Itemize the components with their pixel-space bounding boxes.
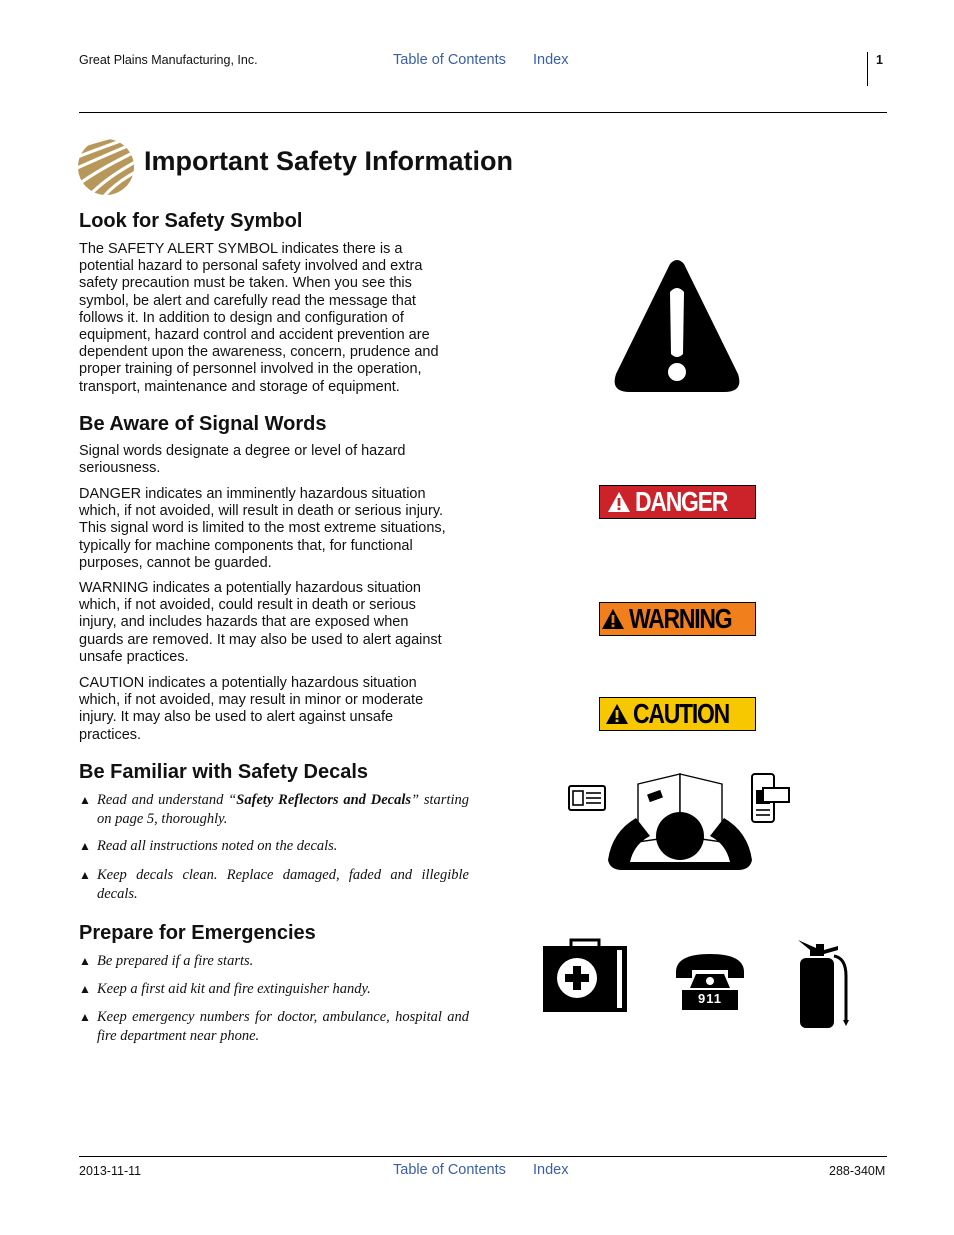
text-line: typically for machine components that, for functional <box>79 537 413 554</box>
bullet-text: Read and understand “ <box>97 792 237 808</box>
warning-alert-icon <box>601 608 625 630</box>
danger-signal-label <box>599 485 756 519</box>
list-item <box>79 952 469 971</box>
phone-911-label: 911 <box>698 991 722 1006</box>
text-line: injury, and includes hazards that are exposed when <box>79 614 409 631</box>
text-line: The SAFETY ALERT SYMBOL indicates there is a <box>79 241 403 257</box>
bullet-triangle-icon: ▲ <box>79 793 91 807</box>
bullet-text: Be prepared if a fire starts. <box>97 953 254 969</box>
bullet-text: Keep decals clean. Replace damaged, faded and illegible decals. <box>97 867 469 902</box>
text-line: DANGER indicates an imminently hazardous situation <box>79 486 426 502</box>
text-line: proper training of personnel involved in the operation, <box>79 361 422 378</box>
bullet-text: Keep emergency numbers for doctor, ambulance, hospital and fire department near phone. <box>97 1009 469 1044</box>
bullet-triangle-icon: ▲ <box>79 982 91 996</box>
caution-paragraph <box>79 675 471 744</box>
text-line: safety precaution must be taken. When you see this <box>79 275 412 292</box>
danger-paragraph <box>79 486 471 572</box>
footer-toc-link[interactable]: Table of Contents <box>393 1162 506 1178</box>
text-line: seriousness. <box>79 460 161 477</box>
warning-label-text: WARNING <box>629 603 732 634</box>
page-number: 1 <box>876 53 883 67</box>
bullet-text: ” starting on page 5, thoroughly. <box>97 792 469 827</box>
warning-paragraph <box>79 580 471 666</box>
signal-words-intro <box>79 443 471 477</box>
bullet-triangle-icon: ▲ <box>79 868 91 882</box>
heading-signal-words: Be Aware of Signal Words <box>79 413 327 435</box>
page-title: Important Safety Information <box>144 146 514 176</box>
caution-signal-label <box>599 697 756 731</box>
text-line: unsafe practices. <box>79 648 189 665</box>
text-line: This signal word is limited to the most extreme situations, <box>79 520 446 537</box>
footer-doc-number: 288-340M <box>829 1164 886 1178</box>
footer-index-link[interactable]: Index <box>533 1162 569 1178</box>
bullet-text: Read all instructions noted on the decals. <box>97 838 338 854</box>
page-number-bar <box>867 52 868 86</box>
text-line: which, if not avoided, will result in death or serious injury. <box>79 503 444 520</box>
text-line: purposes, cannot be guarded. <box>79 554 272 571</box>
text-line: Signal words designate a degree or level of hazard <box>79 443 406 459</box>
text-line: CAUTION indicates a potentially hazardous situation <box>79 675 417 691</box>
first-aid-kit-icon <box>541 938 629 1014</box>
list-item <box>79 837 469 856</box>
text-line: guards are removed. It may also be used to alert against <box>79 631 442 648</box>
bullet-text: Keep a first aid kit and fire extinguisher handy. <box>97 981 371 997</box>
text-line: dependent upon the awareness, concern, prudence and <box>79 344 439 361</box>
danger-alert-icon <box>607 491 631 513</box>
list-item <box>79 980 469 999</box>
text-line: follows it. In addition to design and configuration of <box>79 309 404 326</box>
heading-safety-symbol: Look for Safety Symbol <box>79 210 303 232</box>
danger-label-text: DANGER <box>635 486 728 517</box>
text-line: which, if not avoided, may result in minor or moderate <box>79 692 424 709</box>
read-manual-icon <box>568 772 792 872</box>
heading-safety-decals: Be Familiar with Safety Decals <box>79 761 369 783</box>
text-line: equipment, hazard control and accident prevention are <box>79 327 430 344</box>
warning-signal-label <box>599 602 756 636</box>
list-item <box>79 791 469 829</box>
text-line: symbol, be alert and carefully read the message that <box>79 292 416 309</box>
bullet-triangle-icon: ▲ <box>79 1010 91 1024</box>
great-plains-logo-icon <box>77 138 135 196</box>
safety-alert-icon <box>612 258 742 394</box>
footer-rule <box>79 1156 887 1157</box>
header-toc-link[interactable]: Table of Contents <box>393 52 506 68</box>
header-index-link[interactable]: Index <box>533 52 569 68</box>
bullet-triangle-icon: ▲ <box>79 954 91 968</box>
heading-emergencies: Prepare for Emergencies <box>79 922 316 944</box>
caution-label-text: CAUTION <box>632 698 729 729</box>
text-line: practices. <box>79 726 142 743</box>
header-rule <box>79 112 887 113</box>
caution-alert-icon <box>605 703 629 725</box>
list-item <box>79 1008 469 1046</box>
fire-extinguisher-icon <box>794 936 852 1030</box>
text-line: transport, maintenance and storage of equipment. <box>79 378 400 395</box>
text-line: potential hazard to personal safety involved and extra <box>79 258 423 275</box>
list-item <box>79 866 469 904</box>
safety-symbol-paragraph <box>79 241 471 396</box>
bullet-triangle-icon: ▲ <box>79 839 91 853</box>
text-line: WARNING indicates a potentially hazardous situation <box>79 580 421 596</box>
header-company: Great Plains Manufacturing, Inc. <box>79 53 258 67</box>
footer-date: 2013-11-11 <box>79 1164 142 1178</box>
decals-reference: Safety Reflectors and Decals <box>236 792 411 808</box>
text-line: injury. It may also be used to alert against unsafe <box>79 709 394 726</box>
text-line: which, if not avoided, could result in death or serious <box>79 597 416 614</box>
